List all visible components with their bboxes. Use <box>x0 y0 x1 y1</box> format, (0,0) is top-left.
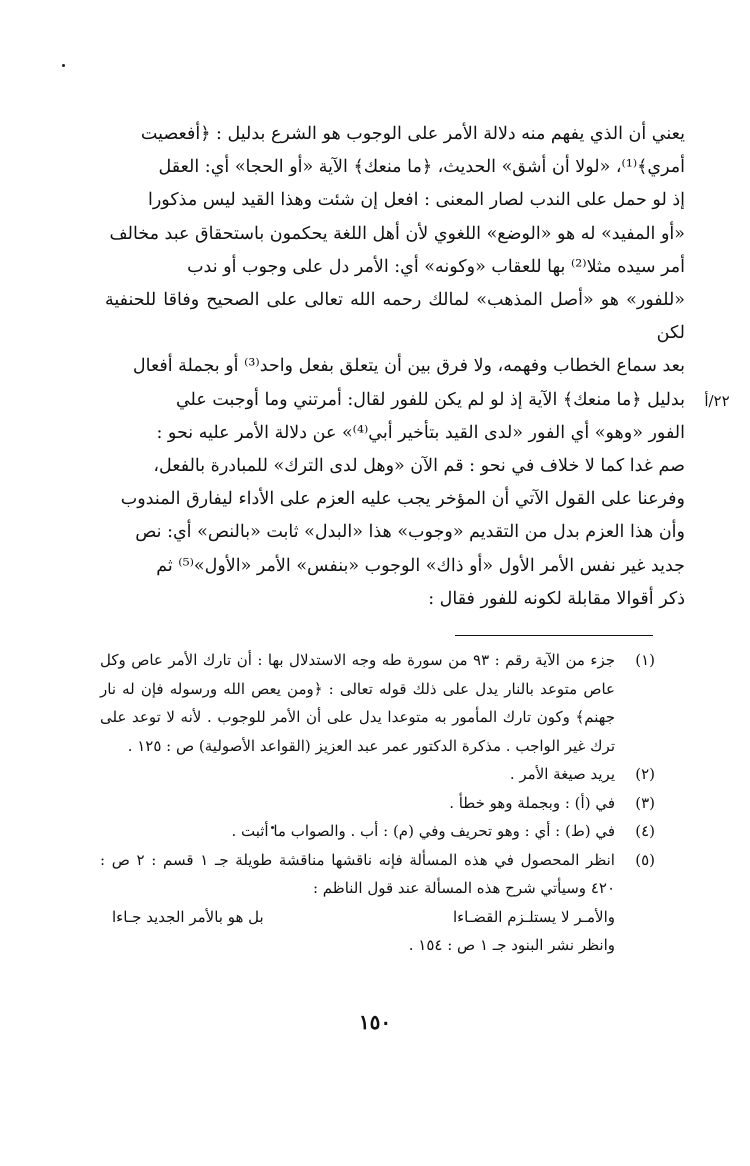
text-line: يعني أن الذي يفهم منه دلالة الأمر على الوجوب هو الشرع بدليل : ﴿أفعصيت <box>140 124 685 144</box>
text-line: جديد غير نفس الأمر الأول «أو ذاك» الوجوب «بنفس» الأمر «الأول»⁽⁵⁾ ثم <box>156 555 685 576</box>
footnote <box>100 760 655 789</box>
footnote <box>100 846 655 903</box>
footnote-continuation <box>100 931 655 960</box>
footnote-text: انظر المحصول في هذه المسألة فإنه ناقشها مناقشة طويلة جـ ١ قسم : ٢ ص : ٤٢٠ وسيأتي شرح هذه المسألة عند قول الناظم : <box>100 850 615 897</box>
footnote <box>100 817 655 846</box>
speck-mark <box>62 64 65 67</box>
footnote-text: جزء من الآية رقم : ٩٣ من سورة طه وجه الاستدلال بها : أن تارك الأمر عاص وكل عاص متوعد بالنار يدل على ذلك قوله تعالى : ﴿ومن يعص الله ورسوله فإن له نار جهنم﴾ وكون تارك المأمور به متوعدا يدل على أن الأمر للوجوب . لأنه لا توعد على ترك غير الواجب . مذكرة الدكتور عمر عبد العزيز (القواعد الأصولية) ص : ١٢٥ . <box>100 651 615 755</box>
text-line: صم غدا كما لا خلاف في نحو : قم الآن «وهل لدى الترك» للمبادرة بالفعل، <box>153 456 685 477</box>
text-line: «للفور» هو «أصل المذهب» لمالك رحمه الله تعالى على الصحيح وفاقا للحنفية لكن <box>105 290 685 344</box>
footnote-divider <box>455 635 653 636</box>
footnote-number: (٢) <box>635 765 655 783</box>
footnote <box>100 646 655 760</box>
footnote-reference: وانظر نشر البنود جـ ١ ص : ١٥٤ . <box>408 936 615 954</box>
footnotes <box>100 646 655 960</box>
footnote-text: في (ط) : أي : وهو تحريف وفي (م) : أب . والصواب ما أثبت . <box>231 822 615 840</box>
text-line: بدليل ﴿ما منعك﴾ الآية إذ لو لم يكن للفور لقال: أمرتني وما أوجبت علي <box>175 389 685 410</box>
text-line: وفرعنا على القول الآتي أن المؤخر يجب عليه العزم على الأداء ليفارق المندوب <box>120 489 685 510</box>
footnote-number: (٥) <box>635 850 655 869</box>
text-line: وأن هذا العزم بدل من التقديم «وجوب» هذا «البدل» ثابت «بالنص» أي: نص <box>135 522 685 543</box>
footnote-number: (٤) <box>635 822 655 840</box>
footnote-text: في (أ) : وبجملة وهو خطأ . <box>449 793 615 812</box>
verse-first-hemistich: والأمـر لا يستلـزم القضـاءا <box>452 907 615 926</box>
text-line: بعد سماع الخطاب وفهمه، ولا فرق بين أن يتعلق بفعل واحد⁽³⁾ أو بجملة أفعال <box>132 356 685 377</box>
footnote-text: يريد صيغة الأمر . <box>509 765 615 783</box>
footnote-number: (٣) <box>635 793 655 812</box>
verse-second-hemistich: بل هو بالأمر الجديد جـاءا <box>112 907 264 926</box>
text-line: أمر سيده مثلا⁽²⁾ بها للعقاب «وكونه» أي: الأمر دل على وجوب أو ندب <box>187 256 685 277</box>
manuscript-folio-note: ٢٢/أ <box>704 392 730 410</box>
text-line: الفور «وهو» أي الفور «لدى القيد بتأخير أبي⁽⁴⁾» عن دلالة الأمر عليه نحو : <box>156 422 685 443</box>
verse-line <box>100 903 655 932</box>
page-number: ١٥٠ <box>358 1010 392 1034</box>
main-text <box>105 118 685 616</box>
text-line: «أو المفيد» له هو «الوضع» اللغوي لأن أهل اللغة يحكمون باستحقاق عبد مخالف <box>109 223 685 244</box>
text-line: أمري﴾⁽¹⁾، «لولا أن أشق» الحديث، ﴿ما منعك﴾ الآية «أو الحجا» أي: العقل <box>158 157 685 178</box>
text-line: إذ لو حمل على الندب لصار المعنى : افعل إن شئت وهذا القيد ليس مذكورا <box>147 190 685 211</box>
footnote-number: (١) <box>635 651 655 669</box>
footnote <box>100 789 655 818</box>
text-line: ذكر أقوالا مقابلة لكونه للفور فقال : <box>428 588 685 609</box>
